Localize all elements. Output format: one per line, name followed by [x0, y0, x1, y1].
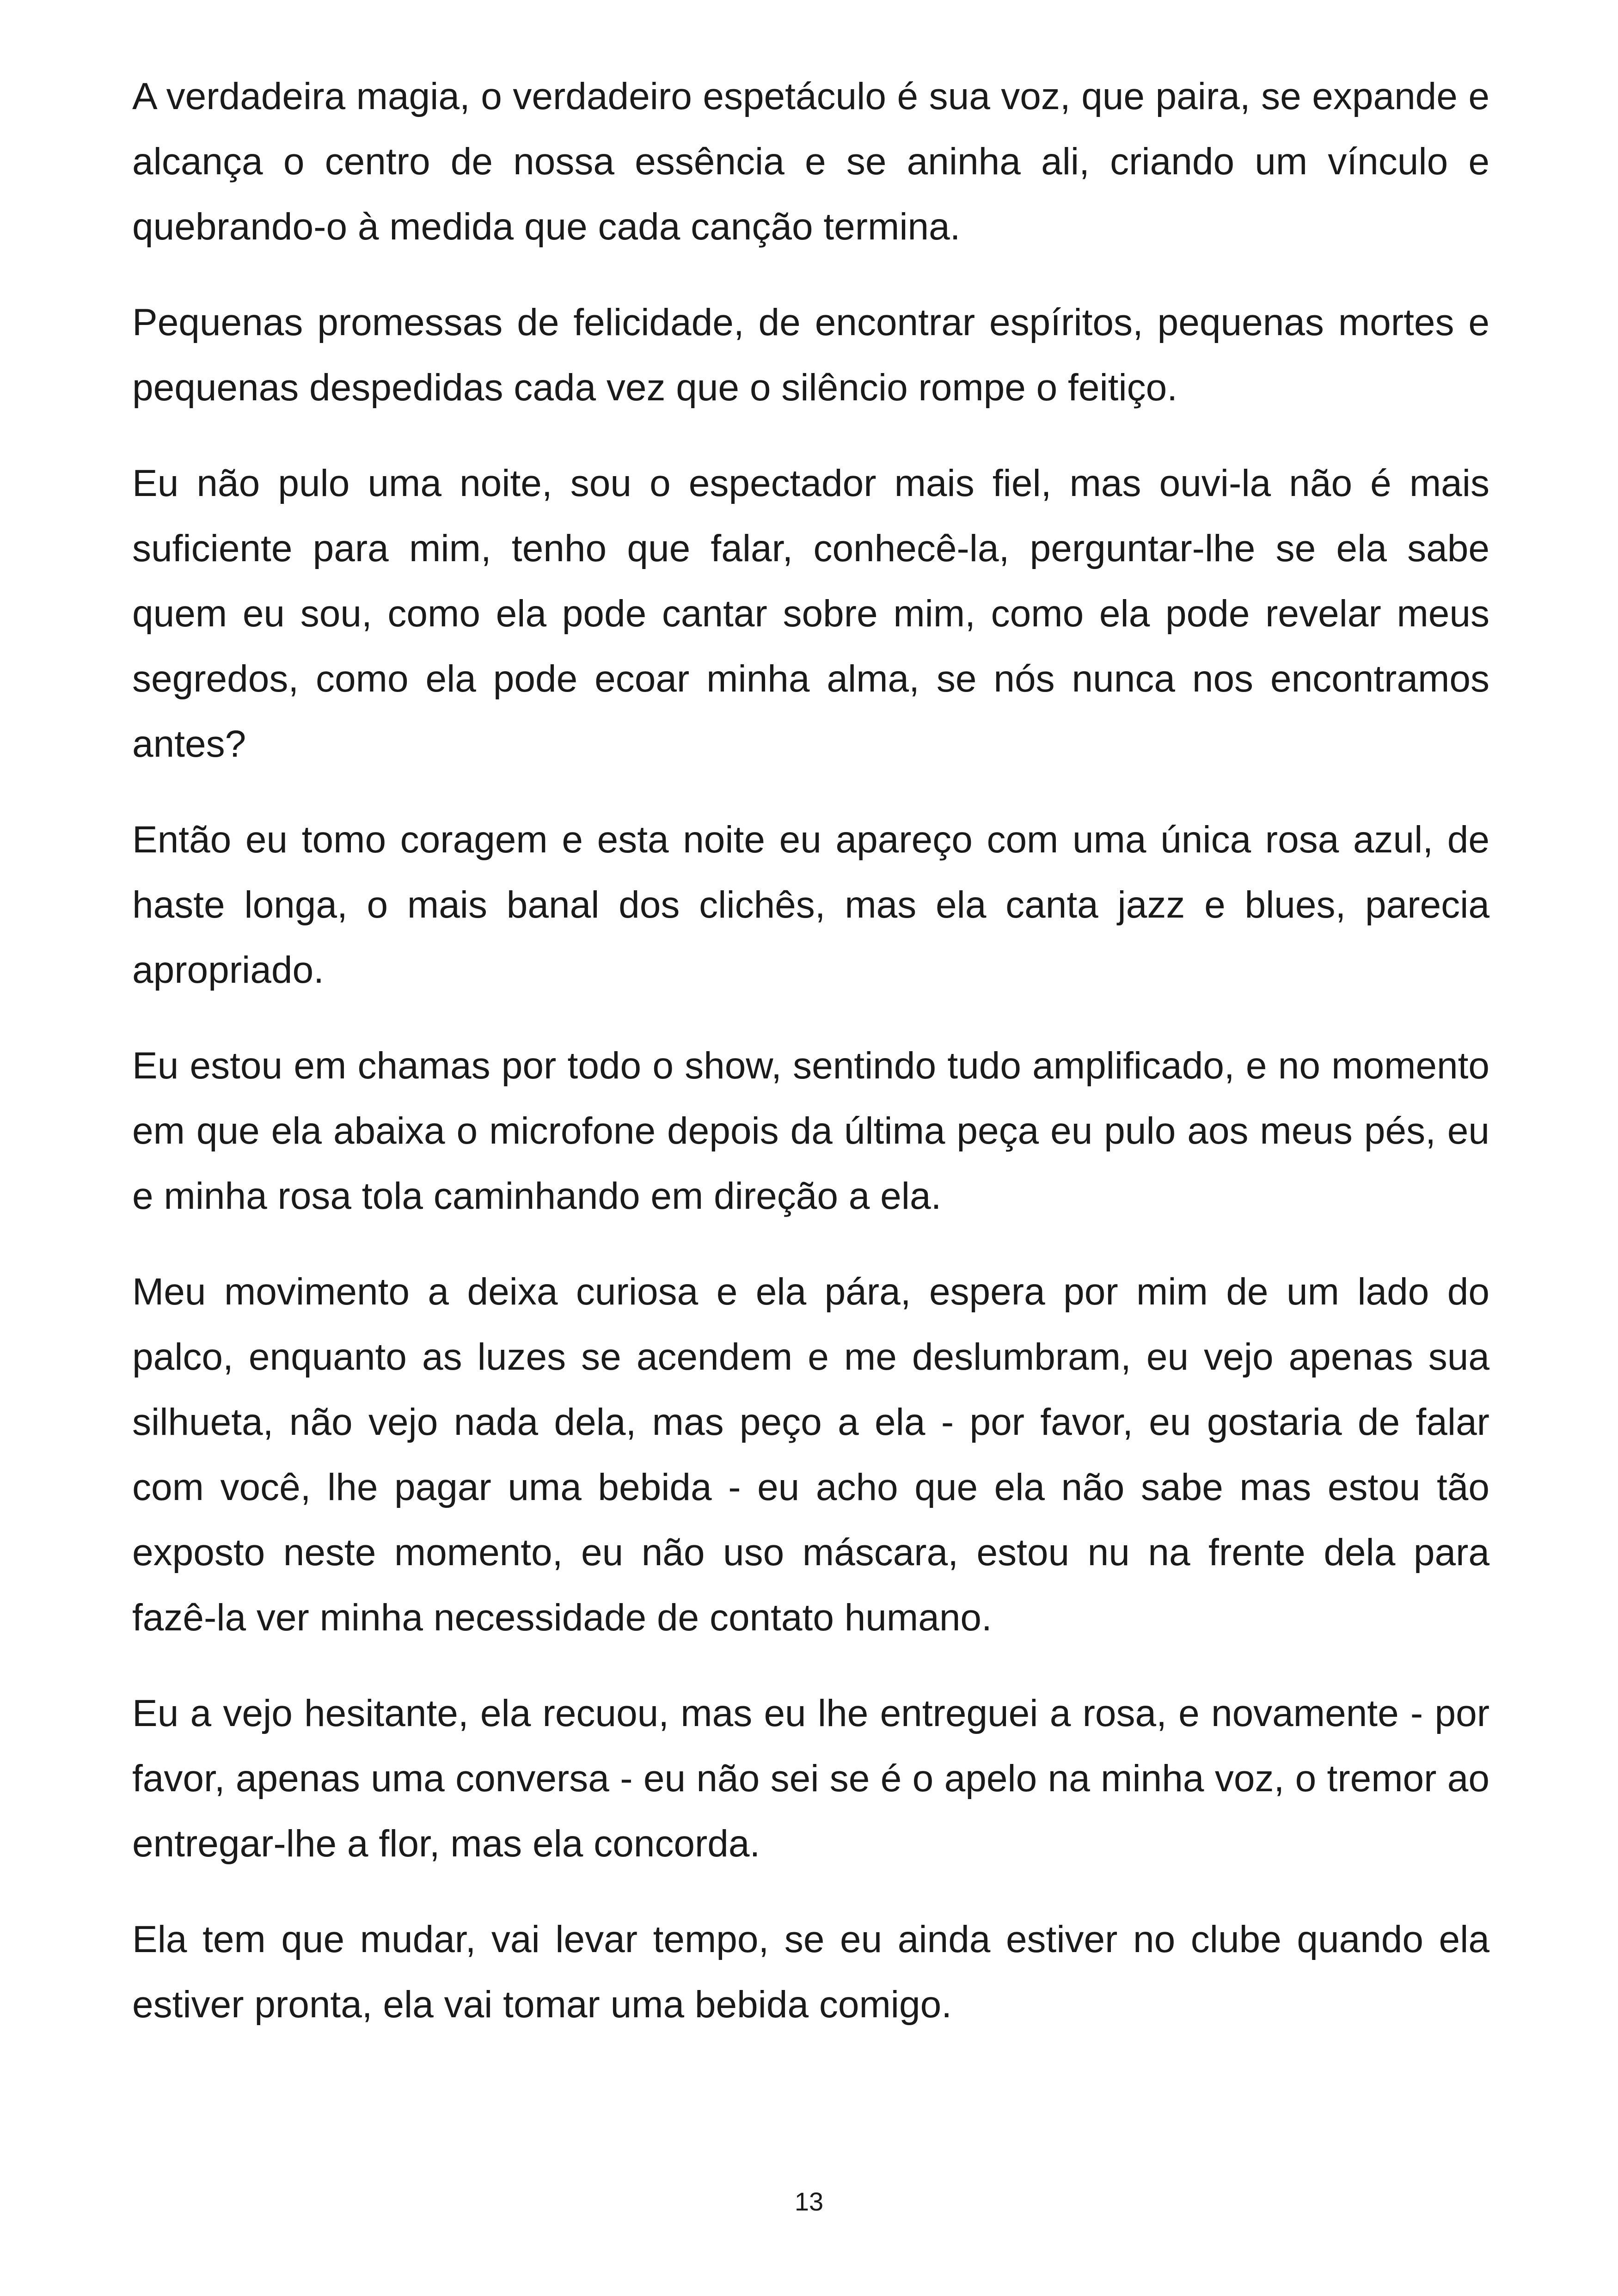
page-number: 13	[794, 2187, 824, 2216]
paragraph: Pequenas promessas de felicidade, de encontrar espíritos, pequenas mortes e pequenas despedidas cada vez que o silêncio rompe o feitiço.	[132, 301, 1489, 409]
paragraph: Então eu tomo coragem e esta noite eu apareço com uma única rosa azul, de haste longa, o mais banal dos clichês, mas ela canta jazz e blues, parecia apropriado.	[132, 819, 1489, 991]
paragraph: Eu estou em chamas por todo o show, sentindo tudo amplificado, e no momento em que ela abaixa o microfone depois da última peça eu pulo aos meus pés, eu e minha rosa tola caminhando em direção a ela.	[132, 1045, 1489, 1217]
paragraph: Meu movimento a deixa curiosa e ela pára, espera por mim de um lado do palco, enquanto as luzes se acendem e me deslumbram, eu vejo apenas sua silhueta, não vejo nada dela, mas peço a ela - por favor, eu gostaria de falar com você, lhe pagar uma bebida - eu acho que ela não sabe mas estou tão exposto neste momento, eu não uso máscara, estou nu na frente dela para fazê-la ver minha necessidade de contato humano.	[132, 1271, 1489, 1639]
body-text	[132, 64, 1489, 2068]
paragraph: Eu a vejo hesitante, ela recuou, mas eu lhe entreguei a rosa, e novamente - por favor, apenas uma conversa - eu não sei se é o apelo na minha voz, o tremor ao entregar-lhe a flor, mas ela concorda.	[132, 1692, 1489, 1865]
paragraph: Eu não pulo uma noite, sou o espectador mais fiel, mas ouvi-la não é mais suficiente para mim, tenho que falar, conhecê-la, perguntar-lhe se ela sabe quem eu sou, como ela pode cantar sobre mim, como ela pode revelar meus segredos, como ela pode ecoar minha alma, se nós nunca nos encontramos antes?	[132, 462, 1489, 765]
paragraph: Ela tem que mudar, vai levar tempo, se eu ainda estiver no clube quando ela estiver pronta, ela vai tomar uma bebida comigo.	[132, 1918, 1489, 2026]
paragraph: A verdadeira magia, o verdadeiro espetáculo é sua voz, que paira, se expande e alcança o centro de nossa essência e se aninha ali, criando um vínculo e quebrando-o à medida que cada canção termina.	[132, 75, 1489, 248]
